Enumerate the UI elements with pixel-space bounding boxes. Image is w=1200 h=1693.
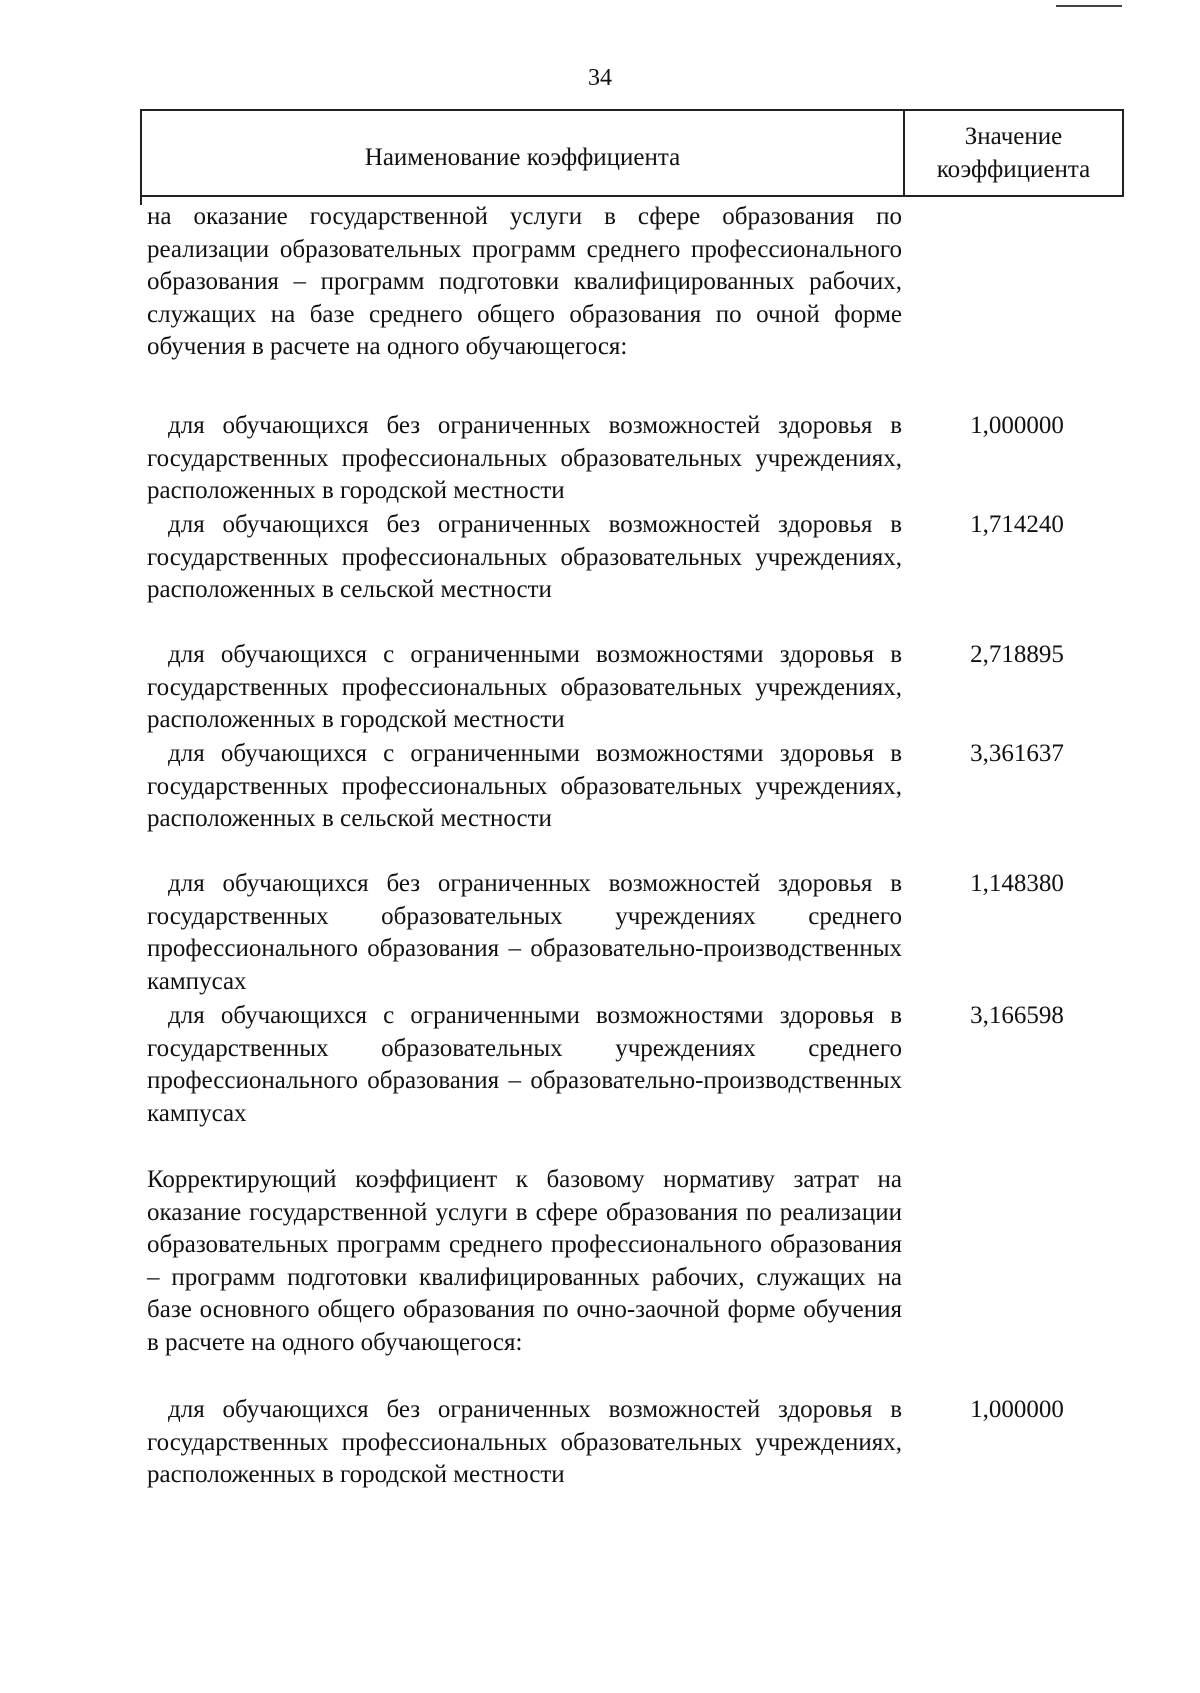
coefficient-row-value: 1,000000: [970, 1396, 1064, 1423]
coefficient-row-description: для обучающихся с ограниченными возможностями здоровья в государственных профессиональных образовательных учреждениях, расположенных в сельской местности: [147, 740, 902, 833]
coefficient-row-description: для обучающихся без ограниченных возможностей здоровья в государственных профессиональных образовательных учреждениях, расположенных в городской местности: [147, 1396, 902, 1489]
coefficient-row-value: 1,148380: [970, 870, 1064, 897]
table-header: [140, 109, 1124, 197]
coefficient-row-value: 2,718895: [970, 641, 1064, 668]
header-coefficient-value: [905, 111, 1122, 195]
table-left-border-stub: [140, 197, 142, 205]
page-number: 34: [588, 65, 612, 91]
header-coefficient-name: Наименование коэффициента: [142, 111, 905, 195]
coefficient-row-value: 3,166598: [970, 1002, 1064, 1029]
coefficient-row-description: для обучающихся без ограниченных возможностей здоровья в государственных профессиональных образовательных учреждениях, расположенных в сельской местности: [147, 511, 902, 604]
coefficient-group-heading: Корректирующий коэффициент к базовому нормативу затрат на оказание государственной услуги в сфере образования по реализации образовательных программ среднего профессионального образования – программ подготовки квалифицированных рабочих, служащих на базе основного общего образования по очно-заочной форме обучения в расчете на одного обучающегося:: [147, 1166, 902, 1356]
header-value-line2: коэффициента: [936, 156, 1091, 183]
coefficient-row-description: для обучающихся без ограниченных возможностей здоровья в государственных профессиональных образовательных учреждениях, расположенных в городской местности: [147, 412, 902, 505]
coefficient-row-description: для обучающихся без ограниченных возможностей здоровья в государственных образовательных учреждениях среднего профессионального образования – образовательно-производственных кампусах: [147, 870, 902, 995]
top-edge-rule: [1056, 5, 1122, 7]
coefficient-row-description: для обучающихся с ограниченными возможностями здоровья в государственных образовательных учреждениях среднего профессионального образования – образовательно-производственных кампусах: [147, 1002, 902, 1127]
intro-continuation: на оказание государственной услуги в сфере образования по реализации образовательных программ среднего профессионального образования – программ подготовки квалифицированных рабочих, служащих на базе среднего общего образования по очной форме обучения в расчете на одного обучающегося:: [147, 203, 902, 361]
coefficient-row-value: 1,714240: [970, 511, 1064, 538]
coefficient-row-value: 3,361637: [970, 740, 1064, 767]
coefficient-row-description: для обучающихся с ограниченными возможностями здоровья в государственных профессиональных образовательных учреждениях, расположенных в городской местности: [147, 641, 902, 734]
header-value-line1: Значение: [964, 123, 1063, 150]
coefficient-row-value: 1,000000: [970, 412, 1064, 439]
